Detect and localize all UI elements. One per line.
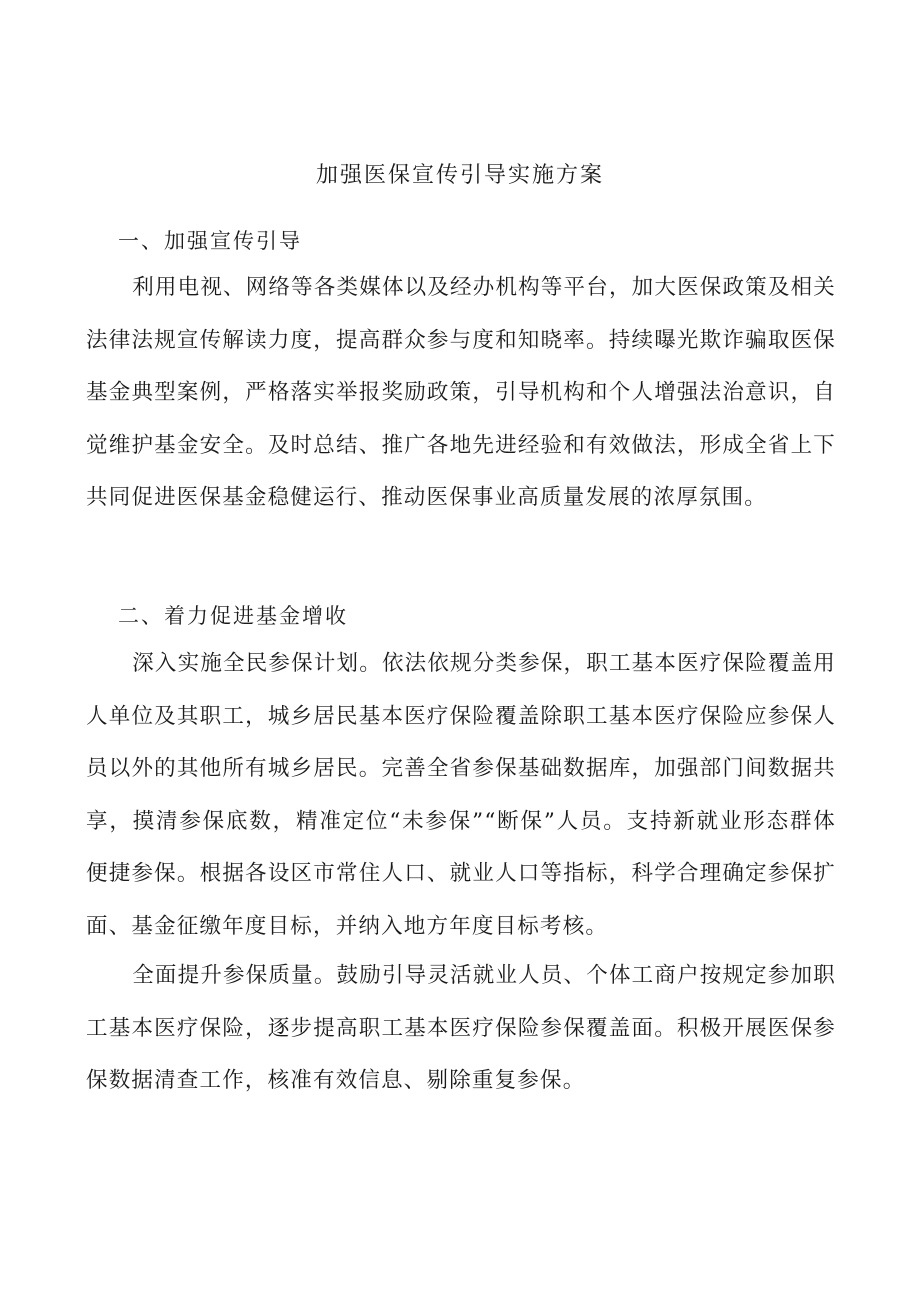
document-title: 加强医保宣传引导实施方案 [315,163,604,188]
section-2-paragraph-1: 深入实施全民参保计划。依法依规分类参保，职工基本医疗保险覆盖用人单位及其职工，城乡居民基本医疗保险覆盖除职工基本医疗保险应参保人员以外的其他所有城乡居民。完善全省参保基础数据库，加强部门间数据共享，摸清参保底数，精准定位“未参保”“断保”人员。支持新就业形态群体便捷参保。根据各设区市常住人口、就业人口等指标，科学合理确定参保扩面、基金征缴年度目标，并纳入地方年度目标考核。 [86,651,836,939]
section-1-paragraph-1: 利用电视、网络等各类媒体以及经办机构等平台，加大医保政策及相关法律法规宣传解读力度，提高群众参与度和知晓率。持续曝光欺诈骗取医保基金典型案例，严格落实举报奖励政策，引导机构和个人增强法治意识，自觉维护基金安全。及时总结、推广各地先进经验和有效做法，形成全省上下共同促进医保基金稳健运行、推动医保事业高质量发展的浓厚氛围。 [86,275,836,510]
section-2-paragraph-2: 全面提升参保质量。鼓励引导灵活就业人员、个体工商户按规定参加职工基本医疗保险，逐步提高职工基本医疗保险参保覆盖面。积极开展医保参保数据清查工作，核准有效信息、剔除重复参保。 [86,963,836,1093]
section-heading-1: 一、加强宣传引导 [118,229,302,253]
section-heading-2: 二、着力促进基金增收 [118,604,348,628]
